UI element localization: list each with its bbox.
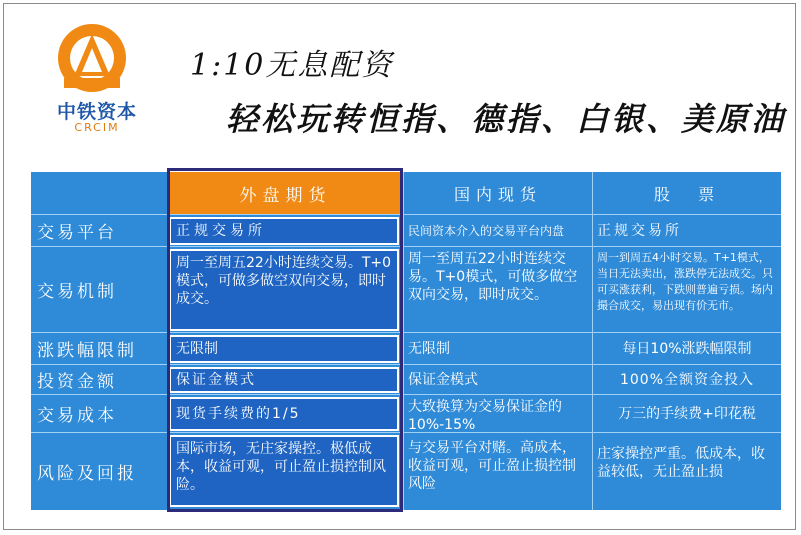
column-header-foreign-futures: 外盘期货	[169, 172, 402, 214]
cell-stock-mechanism: 周一到周五4小时交易。T+1模式，当日无法卖出，涨跌停无法成交。只可买涨获利，下跌则普遍亏损。场内撮合成交，易出现有价无市。	[597, 251, 773, 312]
cell-futures-risk-return: 国际市场，无庄家操控。极低成本，收益可观，可止盈止损控制风险。	[169, 435, 399, 507]
comparison-table	[31, 172, 781, 510]
cell-stock-risk-return: 庄家操控严重。低成本，收益较低，无止盈止损	[597, 446, 765, 480]
cell-futures-platform: 正规交易所	[169, 217, 399, 245]
row-label-investment: 投资金额	[37, 372, 117, 392]
row-label-risk-return: 风险及回报	[37, 464, 137, 484]
brand-name-en: CRCIM	[74, 121, 120, 134]
cell-stock-price-limit: 每日10%涨跌幅限制	[622, 340, 752, 357]
row-label-price-limit: 涨跌幅限制	[37, 341, 137, 361]
cell-spot-platform: 民间资本介入的交易平台内盘	[408, 223, 565, 238]
cell-spot-price-limit: 无限制	[408, 340, 450, 357]
row-label-cost: 交易成本	[37, 406, 117, 426]
cell-spot-investment: 保证金模式	[408, 371, 478, 388]
headline-offer: 1:10无息配资	[190, 48, 394, 83]
cell-futures-price-limit: 无限制	[169, 335, 399, 363]
cell-spot-cost: 大致换算为交易保证金的10%-15%	[408, 399, 562, 432]
cell-spot-mechanism: 周一至周五22小时连续交易。T+0模式，可做多做空双向交易，即时成交。	[408, 251, 578, 303]
grid-line	[167, 172, 168, 510]
cell-futures-investment: 保证金模式	[169, 367, 399, 393]
headline-products: 轻松玩转恒指、德指、白银、美原油	[226, 100, 787, 138]
column-header-domestic-spot: 国内现货	[453, 184, 542, 204]
row-label-platform: 交易平台	[37, 223, 117, 243]
cell-futures-cost: 现货手续费的1/5	[169, 397, 399, 431]
cell-stock-platform: 正规交易所	[597, 222, 682, 239]
cell-futures-mechanism: 周一至周五22小时连续交易。T+0模式，可做多做空双向交易，即时成交。	[169, 249, 399, 331]
cell-stock-cost: 万三的手续费+印花税	[618, 405, 756, 422]
brand-name-cn: 中铁资本	[56, 101, 137, 123]
cell-spot-risk-return: 与交易平台对赌。高成本，收益可观，可止盈止损控制风险	[408, 440, 576, 492]
column-header-stocks: 股 票	[653, 184, 721, 204]
cell-stock-investment: 100%全额资金投入	[619, 371, 755, 388]
row-label-mechanism: 交易机制	[37, 282, 117, 302]
